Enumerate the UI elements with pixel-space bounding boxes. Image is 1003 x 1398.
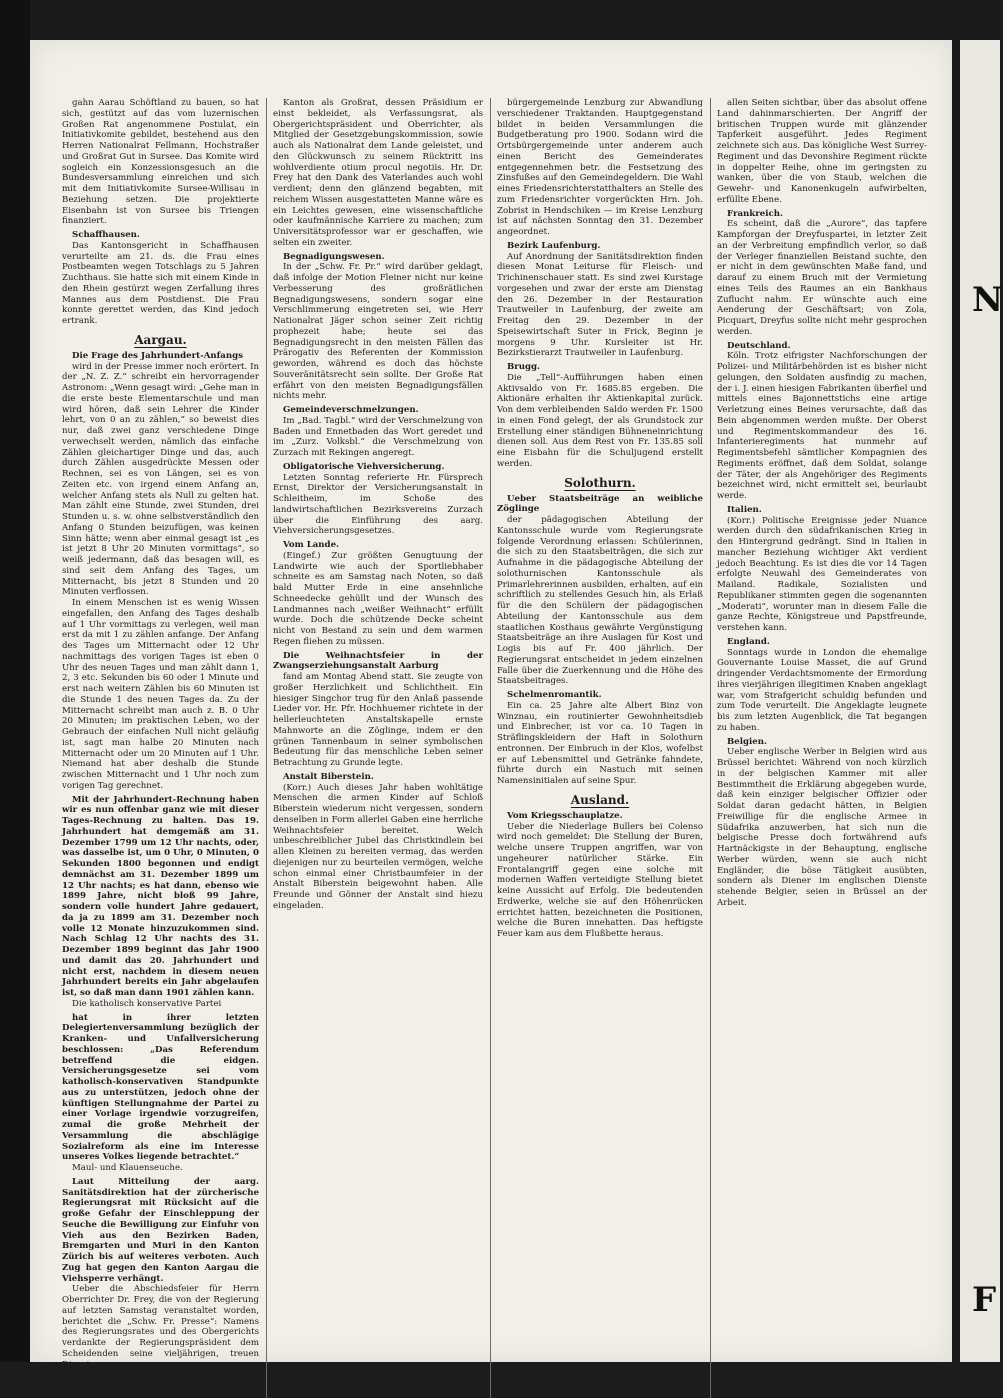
paragraph: Köln. Trotz eifrigster Nachforschungen der Polizei- und Militärbehörden ist es bisher nicht gelungen, den Soldaten ausfindig zu machen, der i. J. einen hiesigen Fabrikanten überfiel und mittels eines Bajonnettstichs eine artige Verletzung eines Beines verursachte, daß das Bein abgenommen werden mußte. Der Oberst und Regimentskommandeur des 16. Infanterieregiments hat nunmehr auf Regimentsbefehl sämtlicher Kompagnien des Regiments eröffnet, daß dem Soldat, solange der Täter, der als Angehöriger des Regiments bezeichnet wird, nicht ermittelt sei, beurlaubt werde. <box>717 351 927 501</box>
paragraph: gahn Aarau Schöftland zu bauen, so hat sich, gestützt auf das vom luzernischen Großen Rat angenommene Postulat, ein Initiativkomite gebildet, bestehend aus den Herren Nationalrat Fellmann, Hochstraßer und Großrat Gut in Sursee. Das Komite wird sogleich ein Konzessionsgesuch an die Bundesversammlung einreichen und sich mit dem Initiativkomite Sursee-Willisau in Beziehung setzen. Die projektierte Eisenbahn ist von Sursee bis Triengen finanziert. <box>62 98 259 227</box>
paragraph: Ueber die Abschiedsfeier für Herrn Oberrichter Dr. Frey, die von der Regierung auf letzten Samstag veranstaltet worden, berichtet die „Schw. Fr. Presse“: Namens des Regierungsrates und des Obergerichts verdankte der Regierungspräsident dem Scheidenden seine vieljährigen, treuen Dienste. <box>62 1284 259 1370</box>
column-rule <box>490 98 491 1398</box>
paragraph: (Eingef.) Zur größten Genugtuung der Landwirte wie auch der Sportliebhaber schneite es am Samstag nach Noten, so daß bald Mutter Erde in eine ansehnliche Schneedecke gehüllt und der Wunsch des Landmannes nach „weißer Weihnacht“ erfüllt wurde. Doch die schützende Decke scheint nicht von Bestand zu sein und dem warmen Regen fliehen zu müssen. <box>273 550 483 647</box>
paragraph: bürgergemeinde Lenzburg zur Abwandlung verschiedener Traktanden. Hauptgegenstand bildet in beiden Versammlungen die Budgetberatung pro 1900. Sodann wird die Ortsbürgergemeinde unter anderem auch einen Bericht des Gemeinderates entgegennehmen betr. die Festsetzung des Zinsfußes auf den Gemeindegeldern. Die Wahl eines Friedensrichterstatthalters an Stelle des zum Friedensrichter vorgerückten Hrn. Joh. Zobrist in Hendschiken — im Kreise Lenzburg ist auf nächsten Sonntag den 31. Dezember angeordnet. <box>497 98 703 237</box>
paragraph: Maul- und Klauenseuche. <box>72 1163 183 1173</box>
paragraph: allen Seiten sichtbar, über das absolut offene Land dahinmarschierten. Der Angriff der britischen Truppen wurde mit glänzender Tapferkeit ausgeführt. Jedes Regiment zeichnete sich aus. Das königliche West Surrey-Regiment und das Devonshire Regiment rückte in doppelter Reihe, ohne im geringsten zu wanken, über die von Staub, welchen die Gewehr- und Kanonenkugeln aufwirbelten, erfüllte Ebene. <box>717 98 927 205</box>
section-heading-aargau: Aargau. <box>134 332 187 347</box>
paragraph: fand am Montag Abend statt. Sie zeugte von großer Herzlichkeit und Schlichtheit. Ein hiesiger Singchor trug für den Anlaß passende Lieder vor. Hr. Pfr. Hochhuemer richtete in der hellerleuchteten Anstaltskapelle ernste Mahnworte an die Zöglinge, indem er den grünen Tannenbaum in seiner symbolischen Bedeutung für das menschliche Leben seiner Betrachtung zu Grunde legte. <box>273 672 483 768</box>
paragraph-heading: Ueber Staatsbeiträge an weibliche Zöglinge <box>497 493 703 515</box>
scan-border-left <box>0 0 30 1362</box>
paragraph-heading: Deutschland. <box>727 340 791 351</box>
paragraph-heading: Vom Kriegsschauplatze. <box>507 810 623 821</box>
column-3 <box>497 98 703 1398</box>
paragraph-heading: Die Weihnachtsfeier in der Zwangserziehungsanstalt Aarburg <box>273 650 483 672</box>
paragraph: Auf Anordnung der Sanitätsdirektion finden diesen Monat Leiturse für Fleisch- und Trichinenschauer statt. Es sind zwei Kurstage vorgesehen und zwar der erste am Dienstag den 26. Dezember in der Restauration Trautweiler in Laufenburg, der zweite am Freitag den 29. Dezember in der Speisewirtschaft Suter in Frick, Beginn je morgens 9 Uhr. Kursleiter ist Hr. Bezirkstierarzt Trautweiler in Laufenburg. <box>497 251 703 359</box>
paragraph: Kanton als Großrat, dessen Präsidium er einst bekleidet, als Verfassungsrat, als Obergerichtspräsident und Oberrichter, als Mitglied der Gesetzgebungskommission, sowie auch als Nationalrat dem Lande geleistet, und den Glückwunsch zu seinem Rücktritt ins wohlverdiente otium procul negotiis. Hr. Dr. Frey hat den Dank des Vaterlandes auch wohl verdient; denn den glänzend begabten, mit reichem Wissen ausgestatteten Manne wäre es ein Leichtes gewesen, eine wissenschaftliche oder kaufmännische Karriere zu machen; zum Universitätsprofessor war er geschaffen, wie selten ein zweiter. <box>273 98 483 248</box>
adjacent-page-edge <box>960 40 1003 1362</box>
paragraph: Ueber englische Werber in Belgien wird aus Brüssel berichtet: Während von noch kürzlich in der belgischen Kammer mit aller Bestimmtheit die Erklärung abgegeben wurde, daß kein einziger belgischer Offizier oder Soldat daran gedacht hätten, in Belgien Freiwillige für die englische Armee in Südafrika anzuwerben, hat sich nun die belgische Presse doch fortwährend aufs Hartnäckigste in der Behauptung, englische Werber würden, wenn sie auch nicht Engländer, die böse Tätigkeit ausübten, sondern als Diener im englischen Dienste stehende Belgier, seien in Brüssel an der Arbeit. <box>717 747 927 908</box>
column-rule <box>266 98 267 1398</box>
paragraph-heading: Frankreich. <box>727 208 783 219</box>
paragraph-heading: Schelmenromantik. <box>507 690 602 700</box>
paragraph: In einem Menschen ist es wenig Wissen eingefallen, den Anfang des Tages deshalb auf 1 Uhr vormittags zu verlegen, weil man erst da mit 1 zu zählen anfange. Der Anfang des Tages um Mitternacht oder 12 Uhr nachmittags des vorigen Tages ist eben 0 Uhr des neuen Tages und man zählt dann 1, 2, 3 etc. Sekunden bis 60 oder 1 Minute und erst nach weitern Zählen bis 60 Minuten ist die Stunde 1 des neuen Tages da. Zu der Mitternacht schreibt man auch z. B. 0 Uhr 20 Minuten; im praktischen Leben, wo der Gebrauch der einfachen Null nicht geläufig ist, sagt man halbe 20 Minuten nach Mitternacht oder um 20 Minuten auf 1 Uhr. Niemand hat aber deshalb die Stunde zwischen Mitternacht und 1 Uhr noch zum vorigen Tag gerechnet. <box>62 598 259 791</box>
paragraph: Letzten Sonntag referierte Hr. Fürsprech Ernst, Direktor der Versicherungsanstalt in Schleitheim, im Schoße des landwirtschaftlichen Bezirksvereins Zurzach über die Einführung des aarg. Viehversicherungsgesetzes. <box>273 472 483 537</box>
paragraph: Die „Tell“-Aufführungen haben einen Aktivsaldo von Fr. 1685.85 ergeben. Die Aktionäre erhalten ihr Aktienkapital zurück. Von dem verbleibenden Saldo werden Fr. 1500 in einen Fond gelegt, der als Grundstock zur Erstellung einer ständigen Bühneneinrichtung dienen soll. Aus dem Rest von Fr. 135.85 soll eine Eisbahn für die Schuljugend erstellt werden. <box>497 372 703 469</box>
column-rule <box>710 98 711 1398</box>
column-1 <box>62 98 259 1398</box>
paragraph-heading: Obligatorische Viehversicherung. <box>283 461 445 472</box>
paragraph-heading: Mit der Jahrhundert-Rechnung haben wir es nun offenbar ganz wie mit dieser Tages-Rechnung zu halten. Das 19. Jahrhundert hat demgemäß am 31. Dezember 1799 um 12 Uhr nachts, oder, was dasselbe ist, um 0 Uhr, 0 Minuten, 0 Sekunden 1800 begonnen und endigt demnächst am 31. Dezember 1899 um 12 Uhr nachts; es hat dann, ebenso wie 1899 Jahre, nicht bloß 99 Jahre, sondern volle hundert Jahre gedauert, da ja zu 1899 am 31. Dezember noch volle 12 Monate hinzuzukommen sind. Nach Schlag 12 Uhr nachts des 31. Dezember 1899 beginnt das Jahr 1900 und damit das 20. Jahrhundert und nicht erst, nachdem in diesem neuen Jahrhundert bereits ein Jahr abgelaufen ist, so daß man dann 1901 zählen kann. <box>62 794 259 998</box>
column-4 <box>717 98 927 1398</box>
column-2 <box>273 98 483 1398</box>
paragraph-heading: Begnadigungswesen. <box>283 251 385 262</box>
paragraph-heading: Laut Mitteilung der aarg. Sanitätsdirektion hat der zürcherische Regierungsrat mit Rücksicht auf die große Gefahr der Einschleppung der Seuche die Bewilligung zur Einfuhr von Vieh aus den Bezirken Baden, Bremgarten und Muri in den Kanton Zürich bis auf weiteres verboten. Auch Zug hat gegen den Kanton Aargau die Viehsperre verhängt. <box>62 1176 259 1284</box>
paragraph-heading: hat in ihrer letzten Delegiertenversammlung bezüglich der Kranken- und Unfallversicherung beschlossen: „Das Referendum betreffend die eidgen. Versicherungsgesetze sei vom katholisch-konservativen Standpunkte aus zu unterstützen, jedoch ohne der künftigen Stellungnahme der Partei zu einer Vorlage irgendwie vorzugreifen, zumal die große Mehrheit der Versammlung die abschlägige Sozialreform als eine im Interesse unseres Volkes liegende betrachtet.“ <box>62 1012 259 1163</box>
paragraph: (Korr.) Auch dieses Jahr haben wohltätige Menschen die armen Kinder auf Schloß Biberstein wiederum nicht vergessen, sondern denselben in Form allerlei Gaben eine herrliche Weihnachtsfeier bereitet. Welch unbeschreiblicher Jubel das Christkindlein bei allen Kleinen zu bereiten vermag, das werden diejenigen nur zu beurteilen vermögen, welche schon einmal einer Christbaumfeier in der Anstalt Biberstein beigewohnt haben. Alle Freunde und Gönner der Anstalt sind hiezu eingeladen. <box>273 782 483 911</box>
paragraph: Es scheint, daß die „Aurore“, das tapfere Kampforgan der Dreyfuspartei, in letzter Zeit an der Verbreitung empfindlich verlor, so daß der Verleger finanziellen Beistand suchte, den er nicht in dem gewünschten Maße fand, und darauf zu einem Bruch mit der Vermietung eines Teils des Raumes an ein Bankhaus Zuflucht nahm. Er wünschte auch eine Aenderung der Geschäftsart; von Zola, Picquart, Dreyfus sollte nicht mehr gesprochen werden. <box>717 219 927 337</box>
newspaper-page <box>30 40 952 1370</box>
paragraph: (Korr.) Politische Ereignisse jeder Nuance werden durch den südafrikanischen Krieg in den Hintergrund gedrängt. Sind in Italien in mancher Beziehung wichtiger Akt verdient jedoch Beachtung. Es ist dies die vor 14 Tagen erfolgte Neuwahl des Gemeinderates von Mailand. Radikale, Sozialisten und Republikaner stimmten gegen die sogenannten „Moderati“, worunter man in diesem Falle die ganze Rechte, Königstreue und Papstfreunde, verstehen kann. <box>717 515 927 633</box>
paragraph: Das Kantonsgericht in Schaffhausen verurteilte am 21. ds. die Frau eines Postbeamten wegen Totschlags zu 5 Jahren Zuchthaus. Sie hatte sich mit einem Kinde in den Rhein gestürzt wegen Zerfallung ihres Mannes aus dem Postdienst. Die Frau konnte gerettet werden, das Kind jedoch ertrank. <box>62 240 259 326</box>
adjacent-page-letter: N <box>972 280 1003 320</box>
paragraph-heading: Gemeindeverschmelzungen. <box>283 405 419 415</box>
paragraph-heading: Schaffhausen. <box>72 230 140 240</box>
paragraph-heading: England. <box>727 636 770 647</box>
section-heading-solothurn: Solothurn. <box>564 475 636 490</box>
paragraph-heading: Die Frage des Jahrhundert-Anfangs <box>72 350 243 361</box>
section-heading-ausland: Ausland. <box>570 792 630 807</box>
adjacent-page-letter: F <box>972 1280 997 1320</box>
paragraph-heading: Italien. <box>727 504 762 515</box>
paragraph: Ueber die Niederlage Bullers bei Colenso wird noch gemeldet: Die Stellung der Buren, welche unsere Truppen angriffen, war von ungeheurer natürlicher Stärke. Ein Frontalangriff gegen eine solche mit modernen Waffen verteidigte Stellung bietet keine Aussicht auf Erfolg. Die bedeutenden Erdwerke, welche sie auf den Höhenrücken errichtet hatten, bezeichneten die Positionen, welche die Buren innehatten. Das heftigste Feuer kam aus dem Flußbette heraus. <box>497 821 703 939</box>
paragraph: wird in der Presse immer noch erörtert. In der „N. Z. Z.“ schreibt ein hervorragender Astronom: „Wenn gesagt wird: „Gehe man in die erste beste Elementarschule und man wird hören, daß sein Lehrer die Kinder lehrt, von 0 an zu zählen,“ so beweist dies nur, daß zwei ganz verschiedene Dinge verwechselt werden, nämlich das einfache Zählen gleichartiger Dinge und das, auch durch Zählen ausgedrückte Messen oder Rechnen, sei es von Längen, sei es von Zeiten etc. von irgend einem Anfang an, welcher Anfang stets als Null zu gelten hat. Man zählt eine Stunde, zwei Stunden, drei Stunden u. s. w. ohne selbstverständlich den Anfang 0 Stunden beizufügen, was keinen Sinn hätte; wenn aber einmal gesagt ist „es ist jetzt 8 Uhr 20 Minuten vormittags“, so weiß jedermann, daß das besagen will, es sind seit dem Anfang des Tages, um Mitternacht, bis jetzt 8 Stunden und 20 Minuten verflossen. <box>62 361 259 598</box>
paragraph-heading: Bezirk Laufenburg. <box>507 240 601 251</box>
paragraph: Im „Bad. Tagbl.“ wird der Verschmelzung von Baden und Ennetbaden das Wort geredet und im „Zurz. Volksbl.“ die Verschmelzung von Zurzach mit Rekingen angeregt. <box>273 415 483 458</box>
paragraph: Sonntags wurde in London die ehemalige Gouvernante Louise Masset, die auf Grund dringender Verdachtsmomente der Ermordung ihres vierjährigen illegitimen Knaben angeklagt war, vom Strafgericht schuldig befunden und zum Tode verurteilt. Die Angeklagte leugnete bis zum letzten Augenblick, die Tat begangen zu haben. <box>717 647 927 733</box>
paragraph: der pädagogischen Abteilung der Kantonsschule wurde vom Regierungsrate folgende Verordnung erlassen: Schülerinnen, die sich zu den Staatsbeiträgen, die sich zur Aufnahme in die pädagogische Abteilung der solothurnischen Kantonsschule als Primarlehrerinnen ausbilden, erhalten, auf ein schriftlich zu stellendes Gesuch hin, als Erlaß für die den Schülern der pädagogischen Abteilung der Kantonsschule aus dem staatlichen Kosthaus gewährte Vergünstigung Staatsbeiträge an ihre Auslagen für Kost und Logis bis auf Fr. 400 jährlich. Der Regierungsrat entscheidet in jedem einzelnen Falle über die Zuerkennung und die Höhe des Staatsbeitrages. <box>497 515 703 687</box>
paragraph-heading: Brugg. <box>507 362 541 372</box>
paragraph-heading: Vom Lande. <box>283 540 340 550</box>
paragraph: Die katholisch konservative Partei <box>72 998 222 1009</box>
paragraph-heading: Belgien. <box>727 736 767 747</box>
paragraph: Ein ca. 25 Jahre alte Albert Binz von Winznau, ein routinierter Gewohnheitsdieb und Einbrecher, ist vor ca. 10 Tagen in Sträflingskleidern der Haft in Solothurn entronnen. Der Einbruch in der Klos, wofelbst er auf Lebensmittel und Getränke fahndete, führte durch ein Nastuch mit seinen Namensinitialen auf seine Spur. <box>497 700 703 786</box>
paragraph-heading: Anstalt Biberstein. <box>283 771 374 782</box>
paragraph: In der „Schw. Fr. Pr.“ wird darüber geklagt, daß infolge der Motion Fleiner nicht nur keine Verbesserung des großrätlichen Begnadigungswesens, sondern sogar eine Verschlimmerung eingetreten sei, wie Herr Nationalrat Jäger schon seiner Zeit richtig prophezeit habe; heute sei das Begnadigungsrecht in den meisten Fällen das Prärogativ des Referenten der Kommission geworden, während es doch das höchste Souveränitätsrecht sein sollte. Der Große Rat erfährt von den meisten Begnadigungsfällen nichts mehr. <box>273 262 483 402</box>
